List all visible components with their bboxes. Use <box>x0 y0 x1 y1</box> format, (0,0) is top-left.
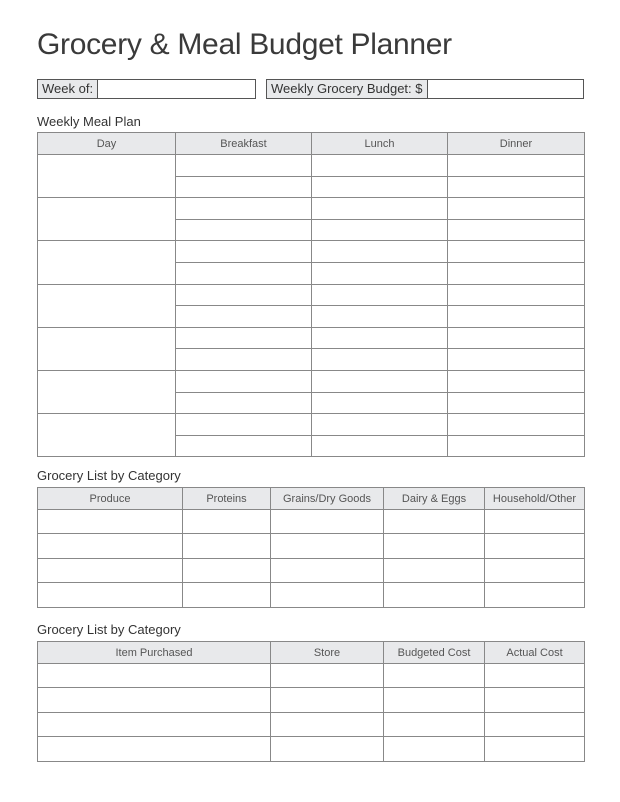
day-cell[interactable] <box>38 414 176 457</box>
table-cell[interactable] <box>271 583 384 607</box>
table-cell[interactable] <box>38 664 271 688</box>
weekly-budget-label: Weekly Grocery Budget: $ <box>267 80 428 98</box>
lunch-cell[interactable] <box>312 414 448 436</box>
table-cell[interactable] <box>38 737 271 761</box>
table-cell[interactable] <box>384 534 485 558</box>
lunch-cell[interactable] <box>312 435 448 457</box>
weekly-budget-field <box>266 79 584 99</box>
meal-plan-row <box>38 327 585 349</box>
table-cell[interactable] <box>384 583 485 607</box>
lunch-cell[interactable] <box>312 370 448 392</box>
lunch-cell[interactable] <box>312 262 448 284</box>
weekly-budget-input[interactable] <box>428 80 584 98</box>
breakfast-cell[interactable] <box>176 306 312 328</box>
table-cell[interactable] <box>271 510 384 534</box>
lunch-cell[interactable] <box>312 155 448 177</box>
grocery-category-title: Grocery List by Category <box>37 468 181 483</box>
meal-col-breakfast: Breakfast <box>176 133 312 155</box>
breakfast-cell[interactable] <box>176 241 312 263</box>
lunch-cell[interactable] <box>312 176 448 198</box>
page-title: Grocery & Meal Budget Planner <box>37 28 452 61</box>
table-cell[interactable] <box>485 737 585 761</box>
table-cell[interactable] <box>384 737 485 761</box>
lunch-cell[interactable] <box>312 327 448 349</box>
table-cell[interactable] <box>485 583 585 607</box>
lunch-cell[interactable] <box>312 349 448 371</box>
purchases-body <box>38 664 585 762</box>
lunch-cell[interactable] <box>312 284 448 306</box>
meal-plan-row <box>38 198 585 220</box>
dinner-cell[interactable] <box>448 262 585 284</box>
table-row <box>38 664 585 688</box>
table-cell[interactable] <box>485 712 585 736</box>
table-row <box>38 558 585 582</box>
category-col-dairy: Dairy & Eggs <box>384 488 485 510</box>
table-cell[interactable] <box>271 558 384 582</box>
meal-plan-title: Weekly Meal Plan <box>37 114 141 129</box>
breakfast-cell[interactable] <box>176 284 312 306</box>
table-cell[interactable] <box>485 558 585 582</box>
table-cell[interactable] <box>271 688 384 712</box>
table-cell[interactable] <box>38 712 271 736</box>
dinner-cell[interactable] <box>448 284 585 306</box>
meal-plan-row <box>38 155 585 177</box>
meal-col-lunch: Lunch <box>312 133 448 155</box>
dinner-cell[interactable] <box>448 241 585 263</box>
day-cell[interactable] <box>38 155 176 198</box>
table-cell[interactable] <box>384 558 485 582</box>
lunch-cell[interactable] <box>312 198 448 220</box>
table-cell[interactable] <box>183 583 271 607</box>
breakfast-cell[interactable] <box>176 262 312 284</box>
dinner-cell[interactable] <box>448 176 585 198</box>
table-cell[interactable] <box>384 510 485 534</box>
category-col-grains: Grains/Dry Goods <box>271 488 384 510</box>
grocery-category-body <box>38 510 585 608</box>
breakfast-cell[interactable] <box>176 349 312 371</box>
table-cell[interactable] <box>183 510 271 534</box>
breakfast-cell[interactable] <box>176 176 312 198</box>
table-cell[interactable] <box>271 664 384 688</box>
table-cell[interactable] <box>38 558 183 582</box>
lunch-cell[interactable] <box>312 241 448 263</box>
table-row <box>38 712 585 736</box>
dinner-cell[interactable] <box>448 370 585 392</box>
meal-col-dinner: Dinner <box>448 133 585 155</box>
breakfast-cell[interactable] <box>176 370 312 392</box>
table-cell[interactable] <box>485 534 585 558</box>
dinner-cell[interactable] <box>448 155 585 177</box>
category-col-produce: Produce <box>38 488 183 510</box>
dinner-cell[interactable] <box>448 327 585 349</box>
purchases-col-budgeted: Budgeted Cost <box>384 642 485 664</box>
table-row <box>38 510 585 534</box>
day-cell[interactable] <box>38 284 176 327</box>
lunch-cell[interactable] <box>312 392 448 414</box>
dinner-cell[interactable] <box>448 349 585 371</box>
breakfast-cell[interactable] <box>176 435 312 457</box>
dinner-cell[interactable] <box>448 392 585 414</box>
meal-plan-row <box>38 241 585 263</box>
purchases-col-actual: Actual Cost <box>485 642 585 664</box>
breakfast-cell[interactable] <box>176 414 312 436</box>
grocery-category-header-row <box>38 488 585 510</box>
meal-plan-header-row <box>38 133 585 155</box>
lunch-cell[interactable] <box>312 219 448 241</box>
day-cell[interactable] <box>38 327 176 370</box>
table-cell[interactable] <box>271 737 384 761</box>
day-cell[interactable] <box>38 370 176 413</box>
breakfast-cell[interactable] <box>176 198 312 220</box>
table-row <box>38 583 585 607</box>
week-of-input[interactable] <box>98 80 255 98</box>
purchases-table <box>37 641 585 762</box>
table-cell[interactable] <box>384 688 485 712</box>
meal-plan-row <box>38 370 585 392</box>
meal-col-day: Day <box>38 133 176 155</box>
meal-plan-body <box>38 155 585 457</box>
meal-plan-table <box>37 132 585 457</box>
breakfast-cell[interactable] <box>176 392 312 414</box>
purchases-header-row <box>38 642 585 664</box>
category-col-household: Household/Other <box>485 488 585 510</box>
purchases-col-item: Item Purchased <box>38 642 271 664</box>
table-row <box>38 688 585 712</box>
breakfast-cell[interactable] <box>176 155 312 177</box>
table-cell[interactable] <box>38 534 183 558</box>
table-cell[interactable] <box>485 688 585 712</box>
dinner-cell[interactable] <box>448 306 585 328</box>
table-cell[interactable] <box>183 534 271 558</box>
table-cell[interactable] <box>38 583 183 607</box>
table-cell[interactable] <box>384 664 485 688</box>
day-cell[interactable] <box>38 241 176 284</box>
week-of-label: Week of: <box>38 80 98 98</box>
table-cell[interactable] <box>271 712 384 736</box>
dinner-cell[interactable] <box>448 414 585 436</box>
table-cell[interactable] <box>38 688 271 712</box>
day-cell[interactable] <box>38 198 176 241</box>
purchases-col-store: Store <box>271 642 384 664</box>
table-cell[interactable] <box>384 712 485 736</box>
breakfast-cell[interactable] <box>176 327 312 349</box>
table-cell[interactable] <box>271 534 384 558</box>
table-row <box>38 534 585 558</box>
meal-plan-row <box>38 284 585 306</box>
table-cell[interactable] <box>38 510 183 534</box>
dinner-cell[interactable] <box>448 219 585 241</box>
breakfast-cell[interactable] <box>176 219 312 241</box>
purchases-title: Grocery List by Category <box>37 622 181 637</box>
table-cell[interactable] <box>485 664 585 688</box>
dinner-cell[interactable] <box>448 198 585 220</box>
table-cell[interactable] <box>183 558 271 582</box>
category-col-proteins: Proteins <box>183 488 271 510</box>
grocery-category-table <box>37 487 585 608</box>
meal-plan-row <box>38 414 585 436</box>
table-cell[interactable] <box>485 510 585 534</box>
table-row <box>38 737 585 761</box>
week-of-field <box>37 79 256 99</box>
lunch-cell[interactable] <box>312 306 448 328</box>
dinner-cell[interactable] <box>448 435 585 457</box>
